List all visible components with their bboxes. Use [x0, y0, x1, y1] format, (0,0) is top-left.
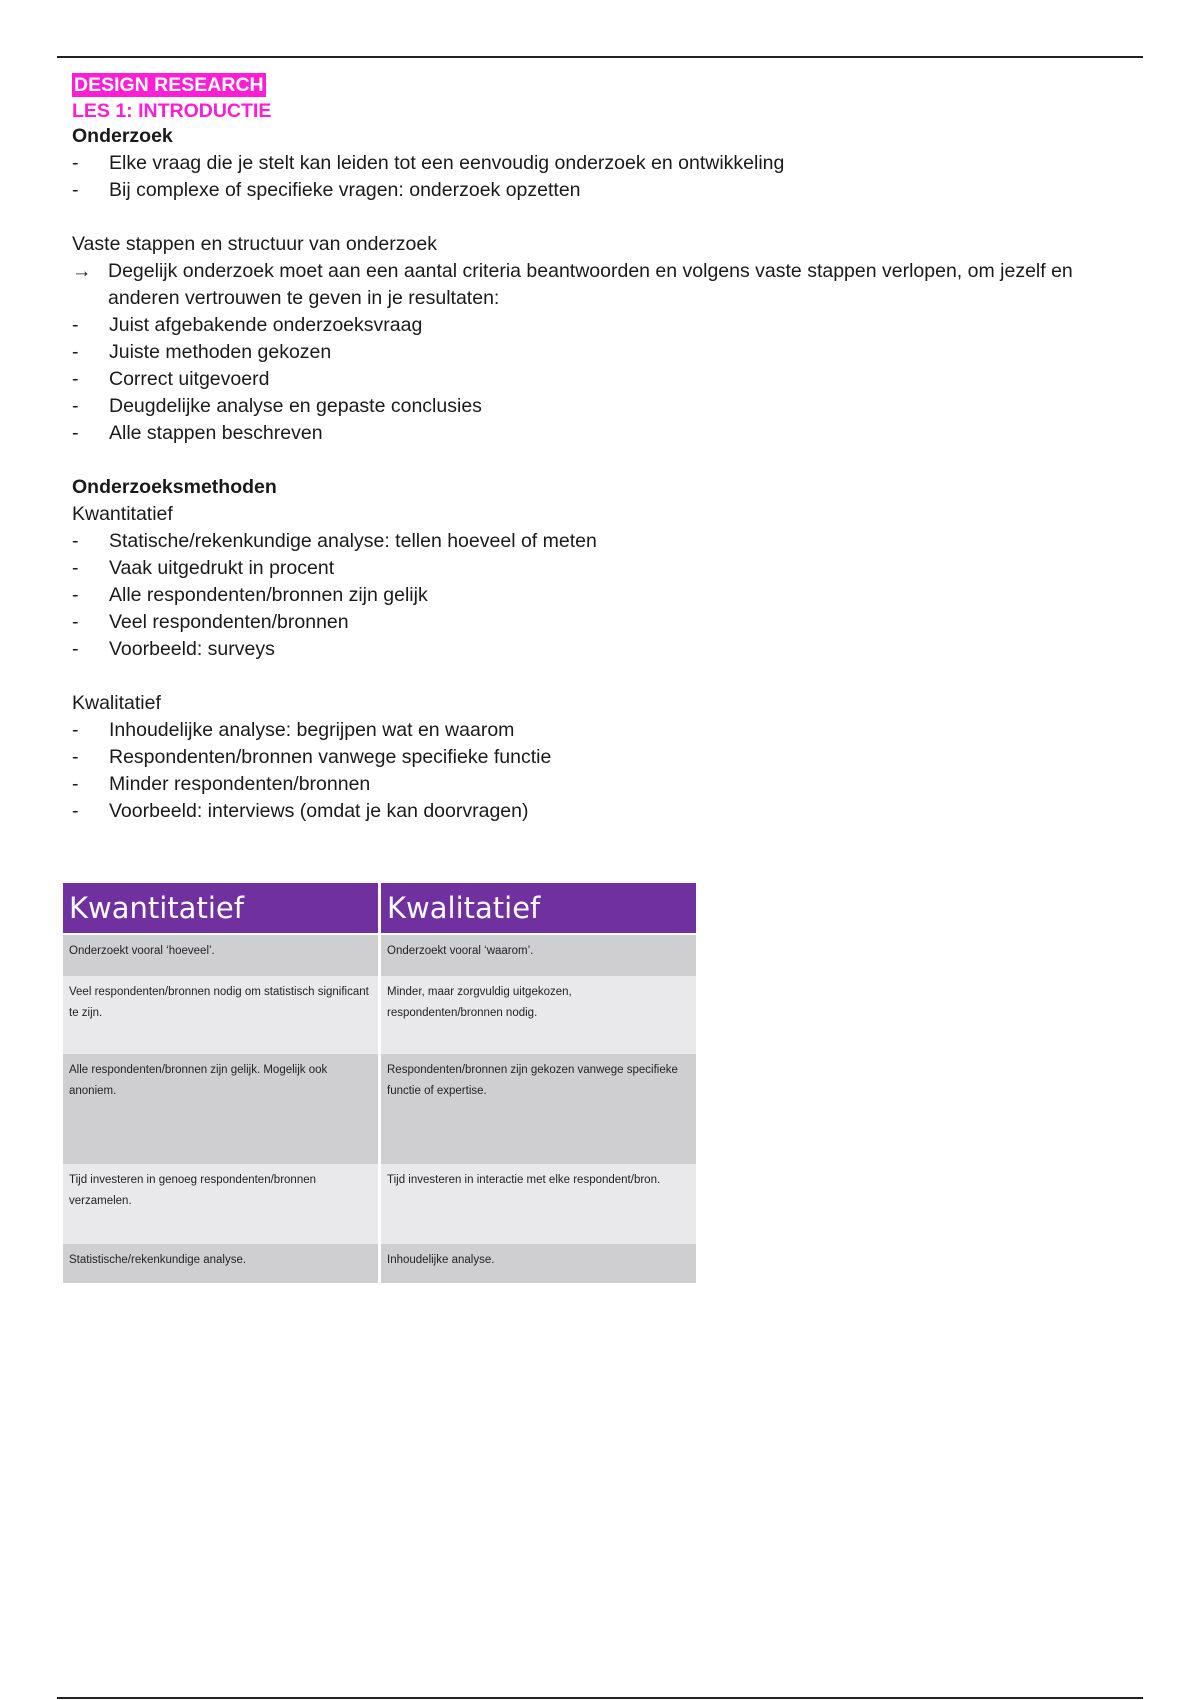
bottom-rule [57, 1697, 1143, 1699]
lesson-title: LES 1: INTRODUCTIE [72, 100, 272, 122]
arrow-right-icon: → [72, 260, 92, 282]
document-body [72, 72, 1132, 825]
list-item: - Juist afgebakende onderzoeksvraag [72, 312, 1132, 339]
section-heading-onderzoeksmethoden: Onderzoeksmethoden [72, 476, 277, 498]
table-cell: Inhoudelijke analyse. [387, 1254, 495, 1266]
dash-bullet: - [72, 611, 79, 633]
list-item: - Alle stappen beschreven [72, 420, 1132, 447]
kwantitatief-list [72, 528, 1132, 663]
table-cell: Onderzoekt vooral ‘waarom’. [387, 945, 534, 957]
dash-bullet: - [72, 152, 79, 174]
list-item: - Vaak uitgedrukt in procent [72, 555, 1132, 582]
table-cell: Minder, maar zorgvuldig uitgekozen, respondenten/bronnen nodig. [387, 986, 572, 1019]
course-title: DESIGN RESEARCH [74, 74, 264, 96]
table-header-kwantitatief: Kwantitatief [63, 883, 381, 933]
list-item: - Juiste methoden gekozen [72, 339, 1132, 366]
dash-bullet: - [72, 179, 79, 201]
dash-bullet: - [72, 530, 79, 552]
subheading-kwalitatief: Kwalitatief [72, 692, 161, 714]
list-item: - Alle respondenten/bronnen zijn gelijk [72, 582, 1132, 609]
table-header [63, 883, 696, 935]
dash-bullet: - [72, 422, 79, 444]
list-item: - Elke vraag die je stelt kan leiden tot een eenvoudig onderzoek en ontwikkeling [72, 150, 1132, 177]
subheading-vaste-stappen: Vaste stappen en structuur van onderzoek [72, 233, 437, 255]
list-item: - Correct uitgevoerd [72, 366, 1132, 393]
table-cell: Tijd investeren in interactie met elke respondent/bron. [387, 1174, 661, 1186]
table-cell: Statistische/rekenkundige analyse. [63, 1244, 381, 1283]
list-item: - Statische/rekenkundige analyse: tellen hoeveel of meten [72, 528, 1132, 555]
table-cell: Respondenten/bronnen zijn gekozen vanwege specifieke functie of expertise. [387, 1064, 678, 1097]
table-row [63, 1054, 696, 1164]
subheading-kwantitatief: Kwantitatief [72, 503, 173, 525]
list-item: - Voorbeeld: interviews (omdat je kan doorvragen) [72, 798, 1132, 825]
table-row [63, 1164, 696, 1244]
dash-bullet: - [72, 746, 79, 768]
table-header-kwalitatief: Kwalitatief [387, 891, 541, 925]
table-row [63, 1244, 696, 1283]
dash-bullet: - [72, 800, 79, 822]
top-rule [57, 56, 1143, 58]
comparison-table [63, 883, 696, 1283]
dash-bullet: - [72, 719, 79, 741]
table-cell: Onderzoekt vooral ‘hoeveel’. [63, 935, 381, 976]
table-cell: Veel respondenten/bronnen nodig om statistisch significant te zijn. [63, 976, 381, 1054]
list-item: - Minder respondenten/bronnen [72, 771, 1132, 798]
table-row [63, 935, 696, 976]
dash-bullet: - [72, 638, 79, 660]
dash-bullet: - [72, 314, 79, 336]
table-cell: Alle respondenten/bronnen zijn gelijk. Mogelijk ook anoniem. [63, 1054, 381, 1164]
dash-bullet: - [72, 557, 79, 579]
section-heading-onderzoek: Onderzoek [72, 125, 173, 147]
onderzoek-list [72, 150, 1132, 204]
list-item: - Inhoudelijke analyse: begrijpen wat en waarom [72, 717, 1132, 744]
dash-bullet: - [72, 395, 79, 417]
list-item: - Respondenten/bronnen vanwege specifieke functie [72, 744, 1132, 771]
dash-bullet: - [72, 584, 79, 606]
arrow-paragraph: → Degelijk onderzoek moet aan een aantal criteria beantwoorden en volgens vaste stappen verlopen, om jezelf en anderen vertrouwen te geven in je resultaten: [72, 260, 1073, 309]
dash-bullet: - [72, 368, 79, 390]
dash-bullet: - [72, 773, 79, 795]
list-item: - Voorbeeld: surveys [72, 636, 1132, 663]
list-item: - Bij complexe of specifieke vragen: onderzoek opzetten [72, 177, 1132, 204]
table-row [63, 976, 696, 1054]
steps-list [72, 312, 1132, 447]
dash-bullet: - [72, 341, 79, 363]
kwalitatief-list [72, 717, 1132, 825]
table-cell: Tijd investeren in genoeg respondenten/bronnen verzamelen. [63, 1164, 381, 1244]
list-item: - Veel respondenten/bronnen [72, 609, 1132, 636]
list-item: - Deugdelijke analyse en gepaste conclusies [72, 393, 1132, 420]
